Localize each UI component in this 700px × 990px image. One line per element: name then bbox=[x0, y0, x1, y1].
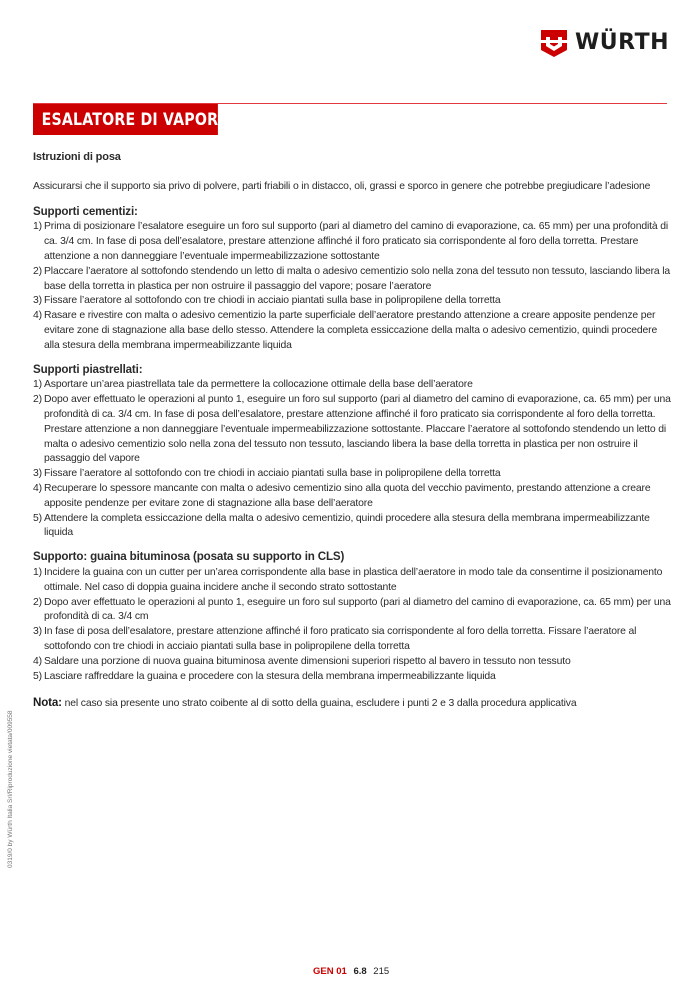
step-item bbox=[33, 294, 673, 309]
section bbox=[33, 550, 673, 684]
sections bbox=[33, 205, 673, 685]
step-item bbox=[33, 393, 673, 467]
step-number: 2) bbox=[33, 596, 42, 608]
step-item bbox=[33, 482, 673, 512]
step-item bbox=[33, 670, 673, 685]
step-item bbox=[33, 625, 673, 655]
step-text: Attendere la completa essiccazione della malta o adesivo cementizio, quindi procedere alla stesura della membrana impermeabilizzante liquida bbox=[44, 512, 650, 539]
step-item bbox=[33, 512, 673, 542]
step-number: 4) bbox=[33, 310, 42, 322]
step-item bbox=[33, 265, 673, 295]
step-number: 2) bbox=[33, 265, 42, 277]
note-label: Nota: bbox=[33, 696, 62, 710]
step-text: Prima di posizionare l’esalatore eseguire un foro sul supporto (pari al diametro del camino di evaporazione, ca. 65 mm) per una profondità di ca. 3/4 cm. In fase di posa dell’esalatore, prestare attenzione affinché il foro praticato sia corrispondente al foro della torretta. Prestare attenzione a non danneggiare l’eventuale impermeabilizzazione sottostante bbox=[44, 221, 668, 262]
wurth-logo bbox=[539, 28, 669, 58]
intro-paragraph: Assicurarsi che il supporto sia privo di polvere, parti friabili o in distacco, oli, grassi e sporco in genere che potrebbe pregiudicare l’adesione bbox=[33, 180, 651, 192]
step-text: Dopo aver effettuato le operazioni al punto 1, eseguire un foro sul supporto (pari al diametro del camino di evaporazione, ca. 65 mm) per una profondità di ca. 3/4 cm. In fase di posa dell’esalatore, prestare attenzione affinché il foro praticato sia corrispondente al foro della torretta. Prestare attenzione a non danneggiare l’eventuale impermeabilizzazione sottostante. Placcare l’aeratore al sottofondo stendendo un letto di malta o adesivo cementizio solo nella zona del tessuto non tessuto, lasciando libera la base della torretta in plastica per non ostruire il passaggio del vapore bbox=[44, 394, 671, 465]
step-text: Recuperare lo spessore mancante con malta o adesivo cementizio sino alla quota del vecchio pavimento, prestando attenzione a creare apposite pendenze per evitare zone di stagnazione alla base dell’aeratore bbox=[44, 482, 651, 509]
step-text: Incidere la guaina con un cutter per un’area corrispondente alla base in plastica dell’aeratore in modo tale da consentirne il posizionamento ottimale. Nel caso di doppia guaina incidere anche il secondo strato sottostante bbox=[44, 566, 663, 593]
section-title: Supporti cementizi: bbox=[33, 204, 138, 218]
step-number: 4) bbox=[33, 482, 42, 494]
note-text: nel caso sia presente uno strato coibente al di sotto della guaina, escludere i punti 2 e 3 dalla procedura applicativa bbox=[64, 698, 577, 710]
step-text: Fissare l’aeratore al sottofondo con tre chiodi in acciaio piantati sulla base in polipropilene della torretta bbox=[44, 295, 501, 307]
step-text: Fissare l’aeratore al sottofondo con tre chiodi in acciaio piantati sulla base in polipropilene della torretta bbox=[44, 468, 501, 480]
step-text: Dopo aver effettuato le operazioni al punto 1, eseguire un foro sul supporto (pari al diametro del camino di evaporazione, ca. 65 mm) per una profondità di ca. 3/4 cm bbox=[44, 596, 671, 623]
step-number: 3) bbox=[33, 468, 42, 480]
step-text: In fase di posa dell’esalatore, prestare attenzione affinché il foro praticato sia corrispondente al foro della torretta. Fissare l’aeratore al sottofondo con tre chiodi in acciaio piantati sulla base in polipropilene della torretta bbox=[44, 626, 637, 652]
note bbox=[33, 696, 673, 712]
step-number: 1) bbox=[33, 379, 42, 391]
wurth-logo-icon bbox=[539, 28, 569, 58]
step-number: 5) bbox=[33, 670, 42, 682]
step-text: Placcare l’aeratore al sottofondo stendendo un letto di malta o adesivo cementizio solo nella zona del tessuto non tessuto, lasciando libera la base della torretta in plastica per non ostruire il passaggio del vapore; posare l’aeratore bbox=[44, 265, 671, 292]
footer-code: GEN 01 bbox=[313, 966, 347, 977]
step-text: Asportare un’area piastrellata tale da permettere la collocazione ottimale della base dell’aeratore bbox=[44, 379, 473, 391]
footer bbox=[313, 966, 389, 977]
section-title: Supporto: guaina bituminosa (posata su supporto in CLS) bbox=[33, 550, 345, 564]
step-item bbox=[33, 596, 673, 626]
step-item bbox=[33, 378, 673, 393]
section-title: Supporti piastrellati: bbox=[33, 362, 143, 376]
footer-version: 6.8 bbox=[353, 966, 367, 977]
step-number: 1) bbox=[33, 566, 42, 578]
step-item bbox=[33, 467, 673, 482]
page-title: ESALATORE DI VAPORE bbox=[33, 104, 218, 135]
page-number: 215 bbox=[373, 966, 390, 977]
side-copyright: 0319/0 by Würth Italia Srl/Riproduzione vietata/009558 bbox=[7, 710, 14, 868]
section bbox=[33, 363, 673, 542]
document-body bbox=[33, 150, 673, 712]
step-number: 1) bbox=[33, 221, 42, 233]
section bbox=[33, 205, 673, 354]
step-item bbox=[33, 566, 673, 596]
step-text: Rasare e rivestire con malta o adesivo cementizio la parte superficiale dell’aeratore prestando attenzione a creare apposite pendenze per evitare zone di stagnazione alla base dello stesso. Attendere la completa essiccazione della malta o adesivo cementizio, quindi procedere alla stesura della membrana impermeabilizzante liquida bbox=[44, 310, 658, 351]
subtitle: Istruzioni di posa bbox=[33, 151, 121, 163]
step-number: 2) bbox=[33, 394, 42, 406]
step-number: 3) bbox=[33, 626, 42, 638]
step-item bbox=[33, 220, 673, 264]
brand-name: WÜRTH bbox=[574, 30, 669, 55]
step-text: Saldare una porzione di nuova guaina bituminosa avente dimensioni superiori rispetto al bavero in tessuto non tessuto bbox=[44, 655, 571, 667]
step-item bbox=[33, 309, 673, 353]
step-number: 4) bbox=[33, 655, 42, 667]
step-number: 3) bbox=[33, 295, 42, 307]
step-item bbox=[33, 655, 673, 670]
step-number: 5) bbox=[33, 512, 42, 524]
step-text: Lasciare raffreddare la guaina e procedere con la stesura della membrana impermeabilizzante liquida bbox=[44, 670, 496, 682]
